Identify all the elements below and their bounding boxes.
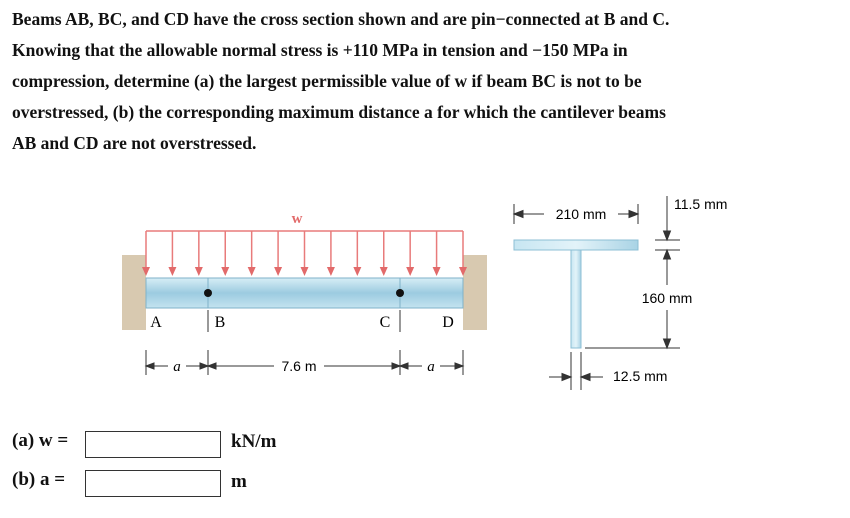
answer-b-label: (b) a = — [12, 469, 66, 490]
problem-line-3: compression, determine (a) the largest permissible value of w if beam BC is not to be — [12, 71, 642, 91]
point-c-label: C — [379, 314, 391, 331]
point-b-label: B — [214, 314, 226, 331]
load-arrow-head — [301, 267, 309, 276]
load-arrow-head — [433, 267, 441, 276]
flange-thickness-label: 11.5 mm — [674, 196, 728, 212]
problem-line-4: overstressed, (b) the corresponding maximum distance a for which the cantilever beams — [12, 102, 666, 122]
load-arrow-head — [353, 267, 361, 276]
answer-a-input[interactable] — [85, 431, 221, 458]
dim-left-a: a — [173, 359, 181, 375]
beam-bc — [208, 278, 400, 308]
pin-c — [396, 289, 404, 297]
tee-cross-section — [514, 240, 638, 348]
load-arrow-head — [274, 267, 282, 276]
load-arrow-head — [327, 267, 335, 276]
problem-line-5: AB and CD are not overstressed. — [12, 133, 257, 153]
load-arrow-head — [221, 267, 229, 276]
flange-width-label: 210 mm — [555, 206, 607, 222]
load-arrow-head — [195, 267, 203, 276]
point-d-label: D — [442, 314, 454, 331]
beam-ab — [146, 278, 208, 308]
load-arrow-head — [168, 267, 176, 276]
point-a-label: A — [150, 314, 162, 331]
web-thickness-label: 12.5 mm — [613, 368, 668, 384]
pin-b — [204, 289, 212, 297]
left-wall — [122, 255, 146, 330]
section-depth-label: 160 mm — [641, 290, 693, 306]
load-label: w — [291, 211, 303, 227]
answer-a-label: (a) w = — [12, 430, 69, 451]
dim-right-a: a — [427, 359, 435, 375]
load-arrow-head — [380, 267, 388, 276]
answer-b-input[interactable] — [85, 470, 221, 497]
problem-line-1: Beams AB, BC, and CD have the cross section shown and are pin−connected at B and C. — [12, 9, 670, 29]
beam-cd — [400, 278, 463, 308]
web-thickness-dimension — [549, 352, 603, 390]
right-wall — [463, 255, 487, 330]
load-arrow-head — [406, 267, 414, 276]
load-arrow-head — [248, 267, 256, 276]
load-arrows — [142, 231, 467, 276]
answer-a-unit: kN/m — [231, 431, 277, 452]
answer-b-unit: m — [231, 471, 247, 492]
dim-middle-length: 7.6 m — [281, 358, 317, 374]
problem-line-2: Knowing that the allowable normal stress is +110 MPa in tension and −150 MPa in — [12, 40, 628, 60]
